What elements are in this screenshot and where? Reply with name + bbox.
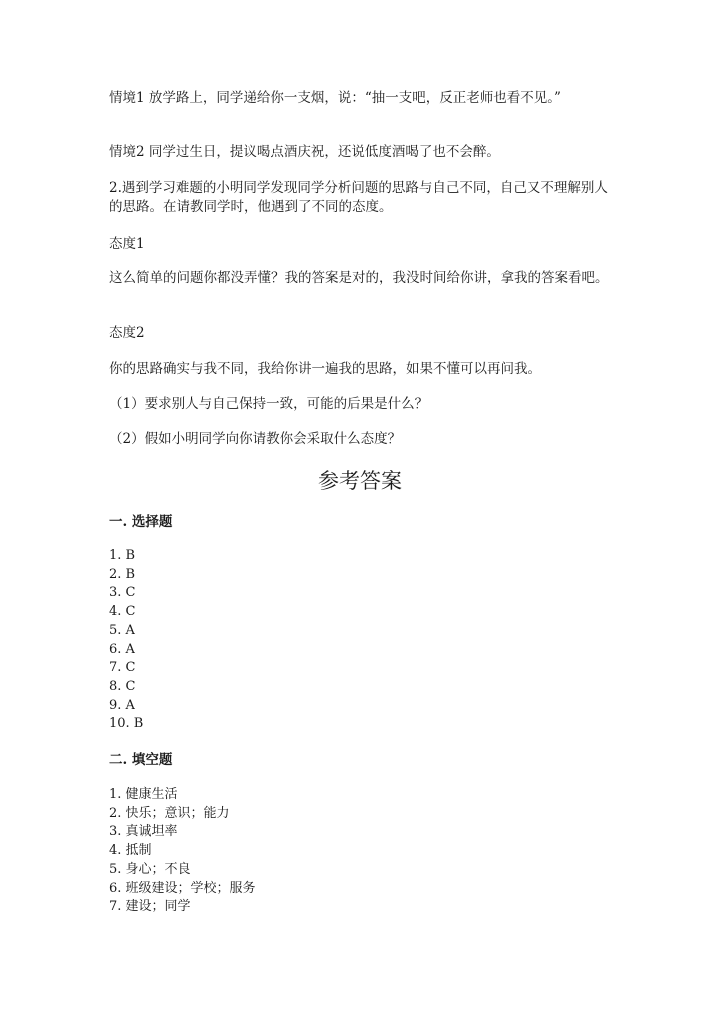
list-item: 7. C: [109, 660, 136, 676]
attitude-2-text: 你的思路确实与我不同，我给你讲一遍我的思路，如果不懂可以再问我。: [109, 361, 541, 377]
fill-answer-list: [109, 786, 256, 917]
scenario-1: 情境1 放学路上，同学递给你一支烟，说：“抽一支吧，反正老师也看不见。”: [109, 90, 561, 106]
list-item: 7. 建设；同学: [109, 899, 191, 915]
attitude-1-label: 态度1: [109, 236, 145, 252]
list-item: 9. A: [109, 697, 135, 713]
question-2-intro: 2.遇到学习难题的小明同学发现同学分析问题的思路与自己不同，自己又不理解别人的思路。在请教同学时，他遇到了不同的态度。: [109, 180, 608, 215]
list-item: 2. 快乐；意识；能力: [109, 805, 230, 821]
list-item: 1. 健康生活: [109, 787, 178, 802]
list-item: 10. B: [109, 716, 144, 732]
list-item: 3. 真诚坦率: [109, 824, 178, 840]
answer-key-title: 参考答案: [318, 469, 402, 493]
section-choice-heading: 一. 选择题: [109, 514, 173, 530]
sub-question-2: （2）假如小明同学向你请教你会采取什么态度？: [109, 431, 402, 447]
scenario-2: 情境2 同学过生日，提议喝点酒庆祝，还说低度酒喝了也不会醉。: [109, 144, 500, 160]
list-item: 6. A: [109, 641, 135, 657]
list-item: 4. 抵制: [109, 843, 152, 859]
section-fill-heading: 二. 填空题: [109, 752, 173, 768]
list-item: 3. C: [109, 585, 136, 601]
attitude-2-label: 态度2: [109, 325, 145, 341]
list-item: 4. C: [109, 604, 136, 620]
list-item: 5. A: [109, 622, 135, 638]
list-item: 6. 班级建设；学校；服务: [109, 880, 256, 896]
sub-question-1: （1）要求别人与自己保持一致，可能的后果是什么？: [109, 396, 429, 412]
list-item: 1. B: [109, 548, 136, 563]
list-item: 8. C: [109, 678, 136, 694]
attitude-1-text: 这么简单的问题你都没弄懂？我的答案是对的，我没时间给你讲，拿我的答案看吧。: [109, 270, 609, 286]
list-item: 5. 身心；不良: [109, 861, 191, 877]
list-item: 2. B: [109, 566, 136, 582]
choice-answer-list: [109, 547, 143, 734]
